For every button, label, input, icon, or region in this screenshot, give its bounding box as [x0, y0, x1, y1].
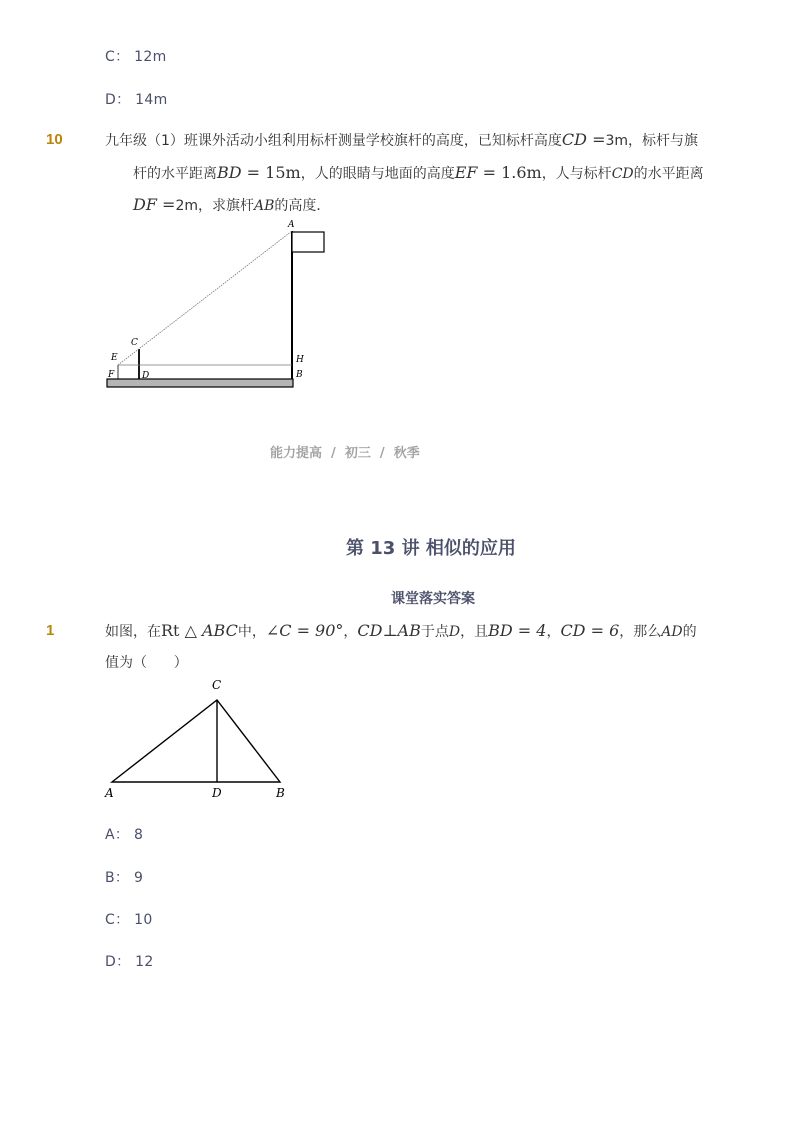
option-c[interactable]	[105, 909, 153, 929]
option-d[interactable]	[105, 951, 154, 971]
label-d: D	[212, 786, 222, 800]
option-a[interactable]	[105, 824, 143, 844]
lecture-title: 第 13 讲 相似的应用	[346, 538, 516, 559]
math-bd: BD = 4	[488, 621, 547, 640]
option-value: 14m	[135, 92, 168, 108]
question-10-line-2	[133, 157, 704, 190]
text-run: 杆的水平距离	[133, 166, 217, 182]
text-run: 的水平距离	[633, 166, 704, 182]
text-run: ，	[343, 624, 358, 640]
text-run: 如图，在	[105, 624, 161, 640]
math-eq: =	[586, 130, 606, 149]
text-run: 九年级（1）班课外活动小组利用标杆测量学校旗杆的高度，已知标杆高度	[105, 133, 562, 149]
text-run: 中，	[237, 624, 266, 640]
math-d: D	[448, 624, 461, 640]
label-a: A	[105, 786, 114, 800]
text-run: ，	[546, 624, 561, 640]
math-ef: EF	[454, 163, 478, 182]
option-value: 12m	[134, 49, 167, 65]
option-value: 9	[133, 870, 144, 886]
math-abc: ABC	[201, 621, 238, 640]
flag	[292, 232, 324, 252]
text-run: ，人与标杆	[541, 166, 612, 182]
math-ab: AB	[253, 198, 275, 214]
math-cd: CD	[561, 130, 587, 149]
flagpole-figure	[100, 215, 340, 395]
question-1-line-2: 值为（ ）	[105, 655, 188, 671]
triangle-figure	[100, 672, 300, 807]
label-c: C	[212, 678, 222, 692]
label-d: D	[142, 371, 150, 381]
option-d[interactable]	[105, 89, 168, 109]
question-10-line-1	[105, 124, 698, 157]
page-footer: 能力提高 / 初三 / 秋季	[270, 446, 420, 461]
math-df: DF	[133, 195, 157, 214]
label-a: A	[288, 220, 295, 230]
label-b: B	[296, 370, 303, 380]
text-run: ，那么	[619, 624, 662, 640]
math-eq: =	[156, 195, 176, 214]
option-key: B：	[105, 870, 130, 886]
option-key: D：	[105, 954, 131, 970]
math-bd: BD	[217, 163, 242, 182]
question-number: 10	[46, 131, 63, 148]
option-value: 8	[133, 827, 144, 843]
math-cd: CD = 6	[560, 621, 620, 640]
option-value: 12	[135, 954, 154, 970]
label-b: B	[276, 786, 285, 800]
option-b[interactable]	[105, 867, 143, 887]
math-angle: ∠C = 90°	[265, 621, 344, 640]
text-run: ，且	[460, 624, 489, 640]
label-h: H	[296, 355, 304, 365]
sight-line	[118, 231, 292, 365]
math-triangle: △	[179, 621, 202, 640]
label-e: E	[111, 353, 118, 363]
math-rt: Rt	[161, 621, 180, 640]
triangle-abc	[112, 700, 280, 782]
label-c: C	[131, 338, 138, 348]
ground	[107, 379, 293, 387]
text-run: 3m，标杆与旗	[605, 133, 699, 149]
math-ad: AD	[661, 624, 683, 640]
math-eq: = 15m	[241, 163, 301, 182]
option-value: 10	[134, 912, 153, 928]
math-perp: CD⊥AB	[357, 621, 421, 640]
option-key: D：	[105, 92, 131, 108]
question-1-line-1	[105, 615, 697, 648]
option-key: C：	[105, 49, 130, 65]
option-key: A：	[105, 827, 130, 843]
label-f: F	[108, 370, 115, 380]
section-subtitle: 课堂落实答案	[391, 591, 475, 607]
text-run: 的	[682, 624, 697, 640]
math-cd: CD	[611, 166, 634, 182]
text-run: 2m，求旗杆	[175, 198, 254, 214]
option-key: C：	[105, 912, 130, 928]
question-number: 1	[46, 622, 55, 639]
text-run: 于点	[420, 624, 449, 640]
text-run: 的高度．	[274, 198, 331, 214]
math-eq: = 1.6m	[477, 163, 542, 182]
option-c[interactable]	[105, 46, 167, 66]
text-run: ，人的眼睛与地面的高度	[300, 166, 455, 182]
